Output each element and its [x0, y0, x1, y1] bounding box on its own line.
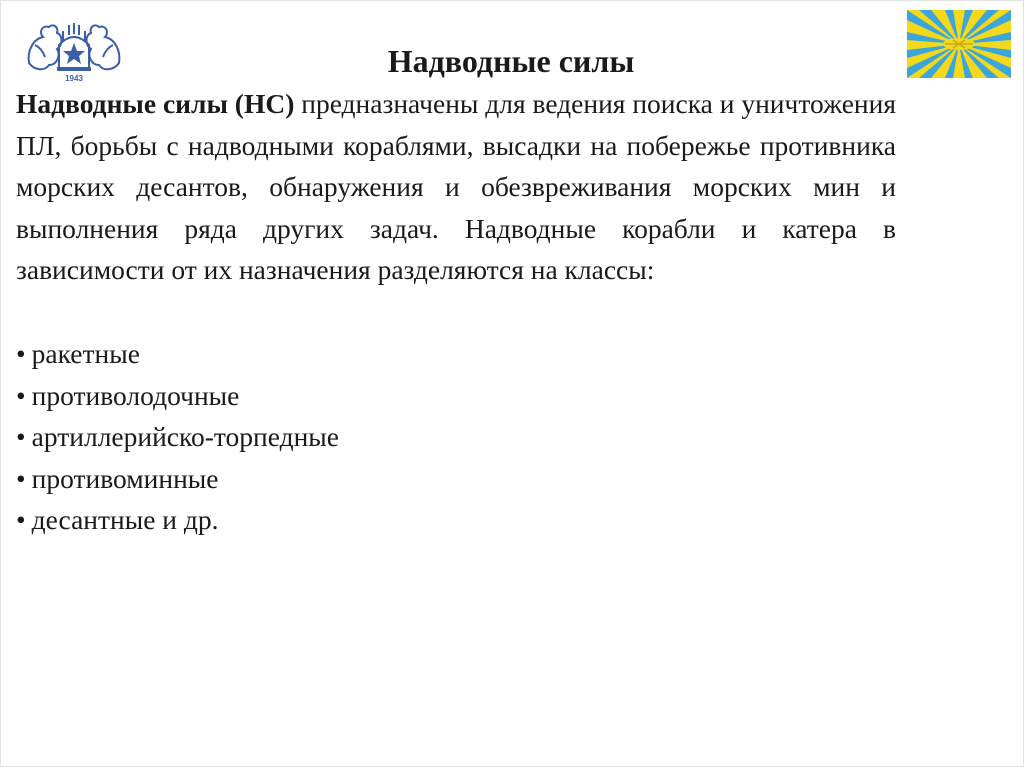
list-item	[16, 333, 896, 375]
bullet: •	[16, 462, 26, 494]
university-emblem-icon	[23, 15, 125, 85]
slide-body	[16, 83, 896, 541]
list-item-label: противолодочные	[31, 379, 240, 411]
air-force-flag-icon	[907, 10, 1011, 78]
list-item	[16, 375, 896, 417]
list-item	[16, 416, 896, 458]
bullet: •	[16, 379, 26, 411]
class-list	[16, 333, 896, 541]
bullet: •	[16, 421, 26, 453]
bullet: •	[16, 504, 26, 536]
list-item	[16, 499, 896, 541]
list-item-label: артиллерийско-торпедные	[31, 421, 339, 453]
list-item-label: десантные и др.	[31, 504, 219, 536]
logo-year: 1943	[65, 74, 83, 83]
list-item-label: ракетные	[31, 337, 140, 369]
list-item-label: противоминные	[31, 462, 219, 494]
list-item	[16, 458, 896, 500]
bullet: •	[16, 337, 26, 369]
intro-paragraph	[16, 83, 896, 291]
intro-term: Надводные силы (НС)	[16, 88, 295, 119]
intro-text: предназначены для ведения поиска и уничтожения ПЛ, борьбы с надводными кораблями, высадки на побережье противника морских десантов, обнаружения и обезвреживания морских мин и выполнения ряда других задач. Надводные корабли и катера в зависимости от их назначения разделяются на классы:	[16, 88, 896, 286]
page-title: Надводные силы	[387, 43, 635, 79]
